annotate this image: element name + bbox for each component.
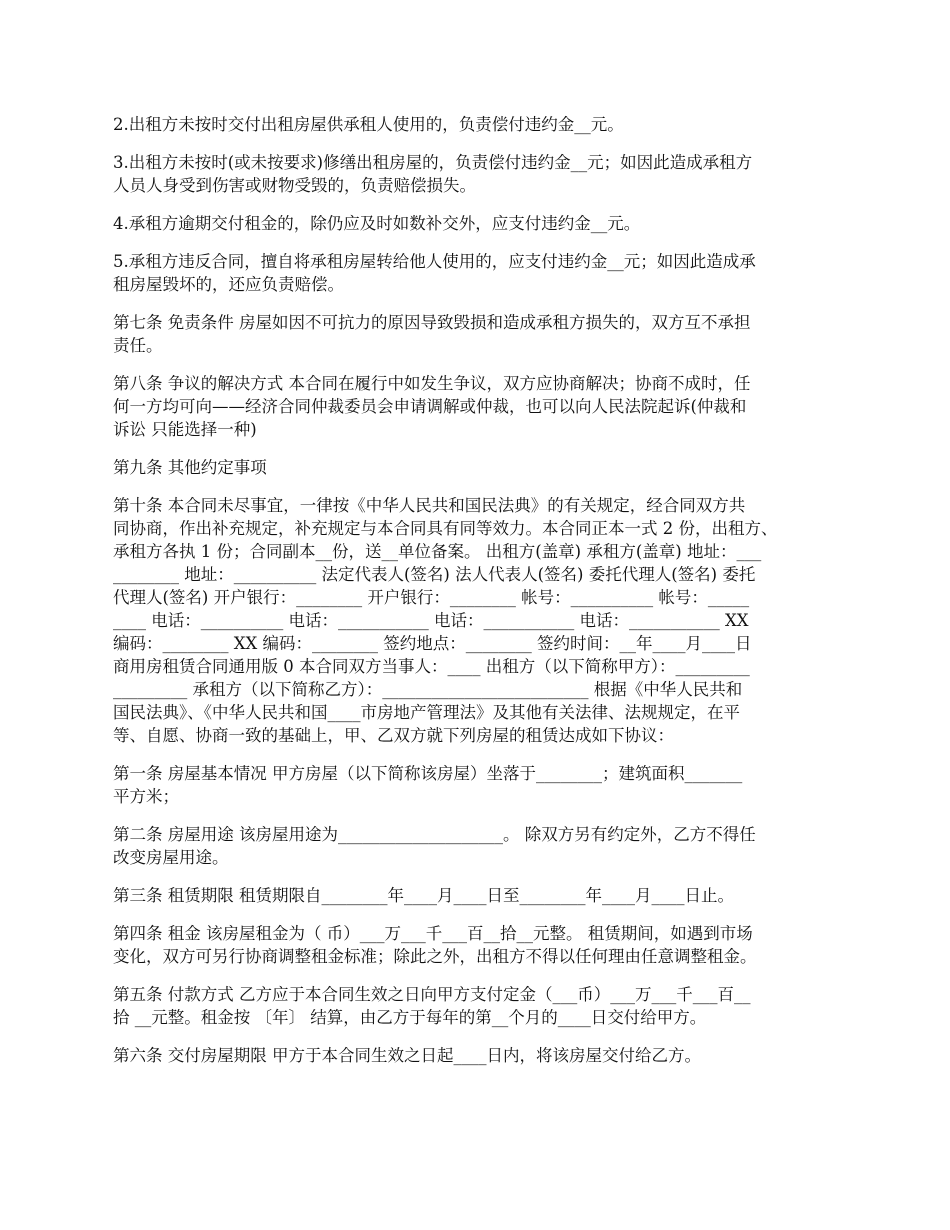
paragraph-p5 (113, 311, 837, 357)
paragraph-p14 (113, 1044, 837, 1067)
text-line: 拾 __元整。租金按 〔年〕 结算，由乙方于每年的第__个月的____日交付给甲方。 (113, 1008, 707, 1027)
text-line: 商用房租赁合同通用版 0 本合同双方当事人：____ 出租方（以下简称甲方）：_________ (113, 657, 750, 676)
paragraph-p11 (113, 884, 837, 907)
text-line: 编码：________ XX 编码：________ 签约地点：________ 签约时间：__年____月____日 (113, 634, 752, 653)
paragraph-p3 (113, 212, 837, 235)
text-line: 代理人(签名) 开户银行：________ 开户银行：________ 帐号：__________ 帐号：_____ (113, 588, 750, 607)
paragraph-p2 (113, 151, 837, 197)
text-line: 第十条 本合同未尽事宜，一律按《中华人民共和国民法典》的有关规定，经合同双方共 (113, 496, 746, 515)
paragraph-p4 (113, 250, 837, 296)
text-line: 第六条 交付房屋期限 甲方于本合同生效之日起____日内，将该房屋交付给乙方。 (113, 1046, 701, 1065)
text-line: 责任。 (113, 336, 163, 355)
paragraph-p1 (113, 113, 837, 136)
paragraph-p6 (113, 372, 837, 441)
paragraph-p7 (113, 456, 837, 479)
text-line: 平方米； (113, 787, 179, 806)
text-line: _________ 承租方（以下简称乙方）：_________________________ 根据《中华人民共和 (113, 680, 743, 699)
text-line: 承租方各执 1 份；合同副本__份，送__单位备案。 出租方(盖章) 承租方(盖章) 地址：___ (113, 542, 762, 561)
text-line: ________ 地址：__________ 法定代表人(签名) 法人代表人(签名) 委托代理人(签名) 委托 (113, 565, 756, 584)
text-line: 第七条 免责条件 房屋如因不可抗力的原因导致毁损和造成承租方损失的，双方互不承担 (113, 313, 751, 332)
text-line: 诉讼 只能选择一种) (113, 420, 257, 439)
text-line: 第八条 争议的解决方式 本合同在履行中如发生争议，双方应协商解决；协商不成时，任 (113, 374, 751, 393)
text-line: 国民法典》、《中华人民共和国____市房地产管理法》及其他有关法律、法规规定，在平 (113, 703, 740, 722)
text-line: 5.承租方违反合同，擅自将承租房屋转给他人使用的，应支付违约金__元；如因此造成承 (113, 252, 756, 271)
text-line: 租房屋毁坏的，还应负责赔偿。 (113, 275, 344, 294)
text-line: 改变房屋用途。 (113, 848, 229, 867)
text-line: 第一条 房屋基本情况 甲方房屋（以下简称该房屋）坐落于________；建筑面积_______ (113, 764, 743, 783)
text-line: 人员人身受到伤害或财物受毁的，负责赔偿损失。 (113, 176, 476, 195)
text-line: ____ 电话：__________ 电话：___________ 电话：___________ 电话：___________ XX (113, 611, 749, 630)
text-line: 等、自愿、协商一致的基础上，甲、乙双方就下列房屋的租赁达成如下协议： (113, 726, 674, 745)
paragraph-p10 (113, 823, 837, 869)
text-line: 何一方均可向——经济合同仲裁委员会申请调解或仲裁，也可以向人民法院起诉(仲裁和 (113, 397, 747, 416)
text-line: 变化，双方可另行协商调整租金标准；除此之外，出租方不得以任何理由任意调整租金。 (113, 947, 757, 966)
paragraph-p8 (113, 494, 837, 747)
paragraph-p13 (113, 983, 837, 1029)
paragraph-p9 (113, 762, 837, 808)
text-line: 4.承租方逾期交付租金的，除仍应及时如数补交外，应支付违约金__元。 (113, 214, 641, 233)
paragraph-p12 (113, 922, 837, 968)
text-line: 第二条 房屋用途 该房屋用途为____________________。 除双方另有约定外，乙方不得任 (113, 825, 756, 844)
text-line: 第五条 付款方式 乙方应于本合同生效之日向甲方支付定金（___币）___万___千___百__ (113, 985, 751, 1004)
text-line: 3.出租方未按时(或未按要求)修缮出租房屋的，负责偿付违约金__元；如因此造成承租方 (113, 153, 753, 172)
text-line: 第九条 其他约定事项 (113, 458, 267, 477)
text-line: 第四条 租金 该房屋租金为（ 币）___万___千___百__拾__元整。 租赁期间，如遇到市场 (113, 924, 753, 943)
text-line: 第三条 租赁期限 租赁期限自________年____月____日至________年____月____日止。 (113, 886, 734, 905)
text-line: 2.出租方未按时交付出租房屋供承租人使用的，负责偿付违约金__元。 (113, 115, 624, 134)
text-line: 同协商，作出补充规定，补充规定与本合同具有同等效力。本合同正本一式 2 份，出租方、 (113, 519, 778, 538)
document-body (113, 113, 837, 1082)
